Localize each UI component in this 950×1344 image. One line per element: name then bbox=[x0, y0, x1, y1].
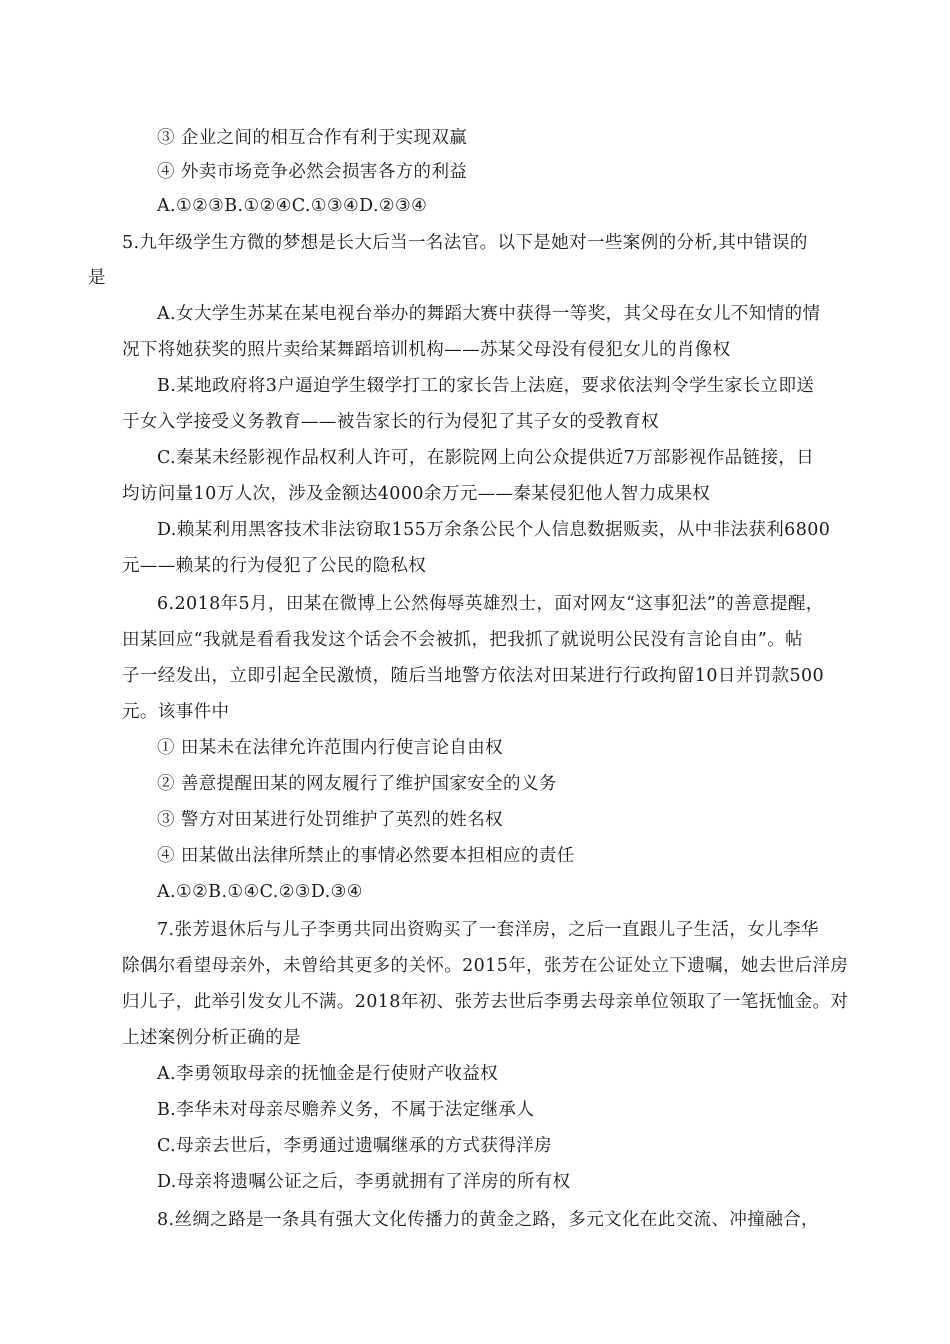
q7-option-a: A.李勇领取母亲的抚恤金是行使财产收益权 bbox=[157, 1064, 499, 1084]
q8-stem-line-1: 8.丝绸之路是一条具有强大文化传播力的黄金之路，多元文化在此交流、冲撞融合， bbox=[157, 1210, 819, 1230]
q7-stem-line-4: 上述案例分析正确的是 bbox=[122, 1028, 301, 1048]
q6-option-2: ② 善意提醒田某的网友履行了维护国家安全的义务 bbox=[157, 774, 557, 794]
q6-stem-line-1: 6.2018年5月，田某在微博上公然侮辱英雄烈士，面对网友“这事犯法”的善意提醒， bbox=[157, 594, 824, 614]
q5-option-a-line-1: A.女大学生苏某在某电视台举办的舞蹈大赛中获得一等奖，其父母在女儿不知情的情 bbox=[157, 304, 821, 324]
q6-stem-line-2: 田某回应“我就是看看我发这个话会不会被抓，把我抓了就说明公民没有言论自由”。帖 bbox=[122, 630, 803, 650]
q7-stem-line-3: 归儿子，此举引发女儿不满。2018年初、张芳去世后李勇去母亲单位领取了一笔抚恤金。对 bbox=[122, 992, 849, 1012]
q5-option-b-line-1: B.某地政府将3户逼迫学生辍学打工的家长告上法庭，要求依法判令学生家长立即送 bbox=[157, 376, 815, 396]
q7-option-c: C.母亲去世后，李勇通过遗嘱继承的方式获得洋房 bbox=[157, 1136, 553, 1156]
q4-choices: A.①②③B.①②④C.①③④D.②③④ bbox=[157, 196, 428, 216]
q7-option-b: B.李华未对母亲尽赡养义务，不属于法定继承人 bbox=[157, 1100, 535, 1120]
q4-option-3: ③ 企业之间的相互合作有利于实现双赢 bbox=[157, 128, 468, 148]
q5-option-c-line-1: C.秦某未经影视作品权利人许可，在影院网上向公众提供近7万部影视作品链接，日 bbox=[157, 448, 815, 468]
q5-option-b-line-2: 于女入学接受义务教育——被告家长的行为侵犯了其子女的受教育权 bbox=[122, 412, 659, 432]
q7-stem-line-1: 7.张芳退休后与儿子李勇共同出资购买了一套洋房，之后一直跟儿子生活，女儿李华 bbox=[157, 920, 819, 940]
q5-option-a-line-2: 况下将她获奖的照片卖给某舞蹈培训机构——苏某父母没有侵犯女儿的肖像权 bbox=[122, 340, 731, 360]
q7-stem-line-2: 除偶尔看望母亲外，未曾给其更多的关怀。2015年，张芳在公证处立下遗嘱，她去世后洋房 bbox=[122, 956, 849, 976]
q5-stem-line-2: 是 bbox=[88, 268, 106, 288]
q4-option-4: ④ 外卖市场竞争必然会损害各方的利益 bbox=[157, 162, 468, 182]
q6-option-3: ③ 警方对田某进行处罚维护了英烈的姓名权 bbox=[157, 810, 504, 830]
q5-stem-line-1: 5.九年级学生方微的梦想是长大后当一名法官。以下是她对一些案例的分析,其中错误的 bbox=[122, 233, 808, 253]
q6-option-1: ① 田某未在法律允许范围内行使言论自由权 bbox=[157, 738, 504, 758]
q6-option-4: ④ 田某做出法律所禁止的事情必然要本担相应的责任 bbox=[157, 846, 575, 866]
q6-choices: A.①②B.①④C.②③D.③④ bbox=[157, 882, 363, 902]
q6-stem-line-3: 子一经发出，立即引起全民激愤，随后当地警方依法对田某进行行政拘留10日并罚款500 bbox=[122, 666, 825, 686]
q6-stem-line-4: 元。该事件中 bbox=[122, 702, 230, 722]
q7-option-d: D.母亲将遗嘱公证之后，李勇就拥有了洋房的所有权 bbox=[157, 1172, 571, 1192]
q5-option-d-line-1: D.赖某利用黑客技术非法窃取155万余条公民个人信息数据贩卖，从中非法获利6800 bbox=[157, 520, 831, 540]
q5-option-c-line-2: 均访问量10万人次，涉及金额达4000余万元——秦某侵犯他人智力成果权 bbox=[122, 484, 711, 504]
q5-option-d-line-2: 元——赖某的行为侵犯了公民的隐私权 bbox=[122, 556, 427, 576]
